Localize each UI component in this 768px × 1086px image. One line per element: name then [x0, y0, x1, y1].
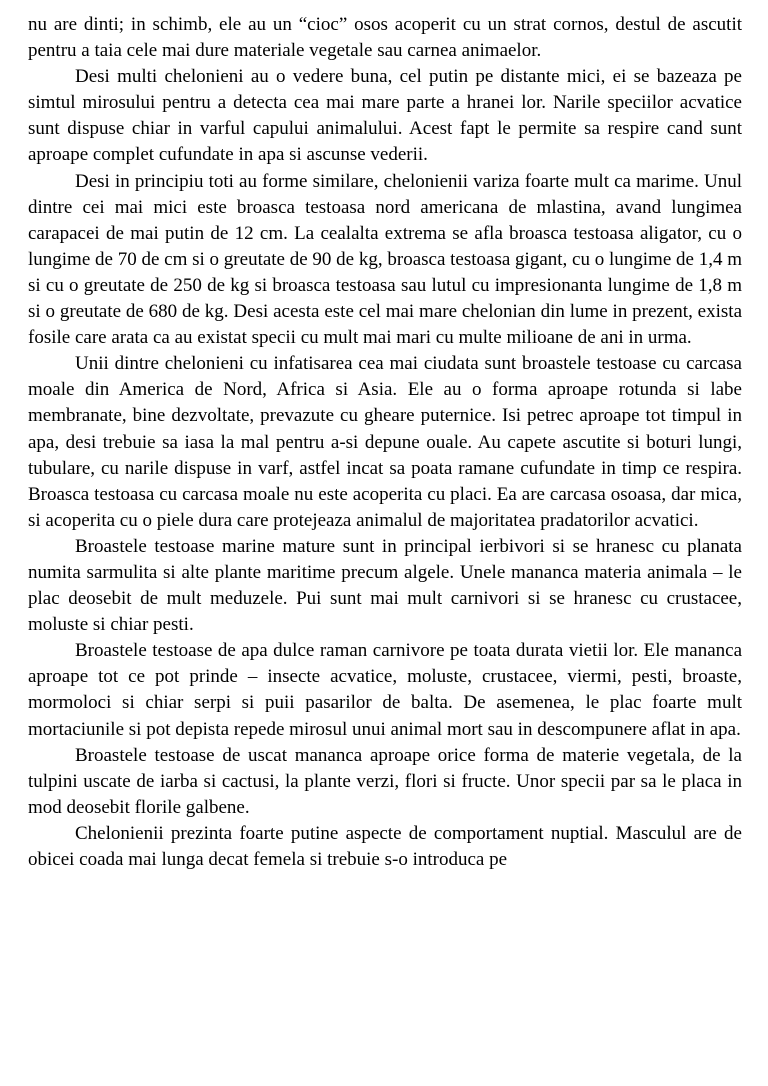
paragraph-smell-and-vision: Desi multi chelonieni au o vedere buna, cel putin pe distante mici, ei se bazeaza pe simtul mirosului pentru a detecta cea mai mare parte a hranei lor. Narile speciilor acvatice sunt dispuse chiar in varful capului animalului. Acest fapt le permite sa respire cand sunt aproape complet cufundate in apa si ascunse vederii.	[28, 66, 742, 166]
paragraph-sea-turtles-diet: Broastele testoase marine mature sunt in principal ierbivori si se hranesc cu planata numita sarmulita si alte plante maritime precum algele. Unele mananca materia animala – le plac deosebit de mult meduzele. Pui sunt mai mult carnivori si se hranesc cu crustacee, moluste si chiar pesti.	[28, 535, 742, 636]
paragraph-freshwater-turtles-diet: Broastele testoase de apa dulce raman carnivore pe toata durata vietii lor. Ele mananca aproape tot ce pot prinde – insecte acvatice, moluste, crustacee, viermi, pesti, broaste, mormoloci si chiar serpi si puii pasarilor de balta. De asemenea, le plac foarte mult mortaciunile si pot depista repede mirosul unui animal mort sau in descompunere aflat in apa.	[28, 640, 742, 740]
paragraph-mating-behavior: Chelonienii prezinta foarte putine aspecte de comportament nuptial. Masculul are de obicei coada mai lunga decat femela si trebuie s-o introduca pe	[28, 822, 742, 870]
paragraph-softshell-turtles: Unii dintre chelonieni cu infatisarea cea mai ciudata sunt broastele testoase cu carcasa moale din America de Nord, Africa si Asia. Ele au o forma aproape rotunda si labe membranate, bine dezvoltate, prevazute cu gheare puternice. Isi petrec aproape tot timpul in apa, desi trebuie sa iasa la mal pentru a-si depune ouale. Au capete ascutite si boturi lungi, tubulare, cu narile dispuse in varf, astfel incat sa poata ramane cufundate in timp ce respira. Broasca testoasa cu carcasa moale nu este acoperita cu placi. Ea are carcasa osoasa, dar mica, si acoperita cu o piele dura care protejeaza animalul de majoritatea pradatorilor acvatici.	[28, 353, 742, 531]
paragraph-size-variation: Desi in principiu toti au forme similare, chelonienii variza foarte mult ca marime. Unul dintre cei mai mici este broasca testoasa nord americana de mlastina, avand lungimea carapacei de mai putin de 12 cm. La cealalta extrema se afla broasca testoasa aligator, cu o lungime de 70 de cm si o greutate de 90 de kg, broasca testoasa gigant, cu o lungime de 1,4 m si cu o greutate de 250 de kg si broasca testoasa sau lutul cu impresionanta lungime de 1,8 m si o greutate de 680 de kg. Desi acesta este cel mai mare chelonian din lume in prezent, exista fosile care arata ca au existat specii cu mult mai mari cu multe milioane de ani in urma.	[28, 170, 742, 349]
paragraph-continuation: nu are dinti; in schimb, ele au un “cioc” osos acoperit cu un strat cornos, destul de ascutit pentru a taia cele mai dure materiale vegetale sau carnea animaelor.	[28, 14, 742, 62]
paragraph-land-tortoises-diet: Broastele testoase de uscat mananca aproape orice forma de materie vegetala, de la tulpini uscate de iarba si cactusi, la plante verzi, flori si fructe. Unor specii par sa le placa in mod deosebit florile galbene.	[28, 744, 742, 818]
